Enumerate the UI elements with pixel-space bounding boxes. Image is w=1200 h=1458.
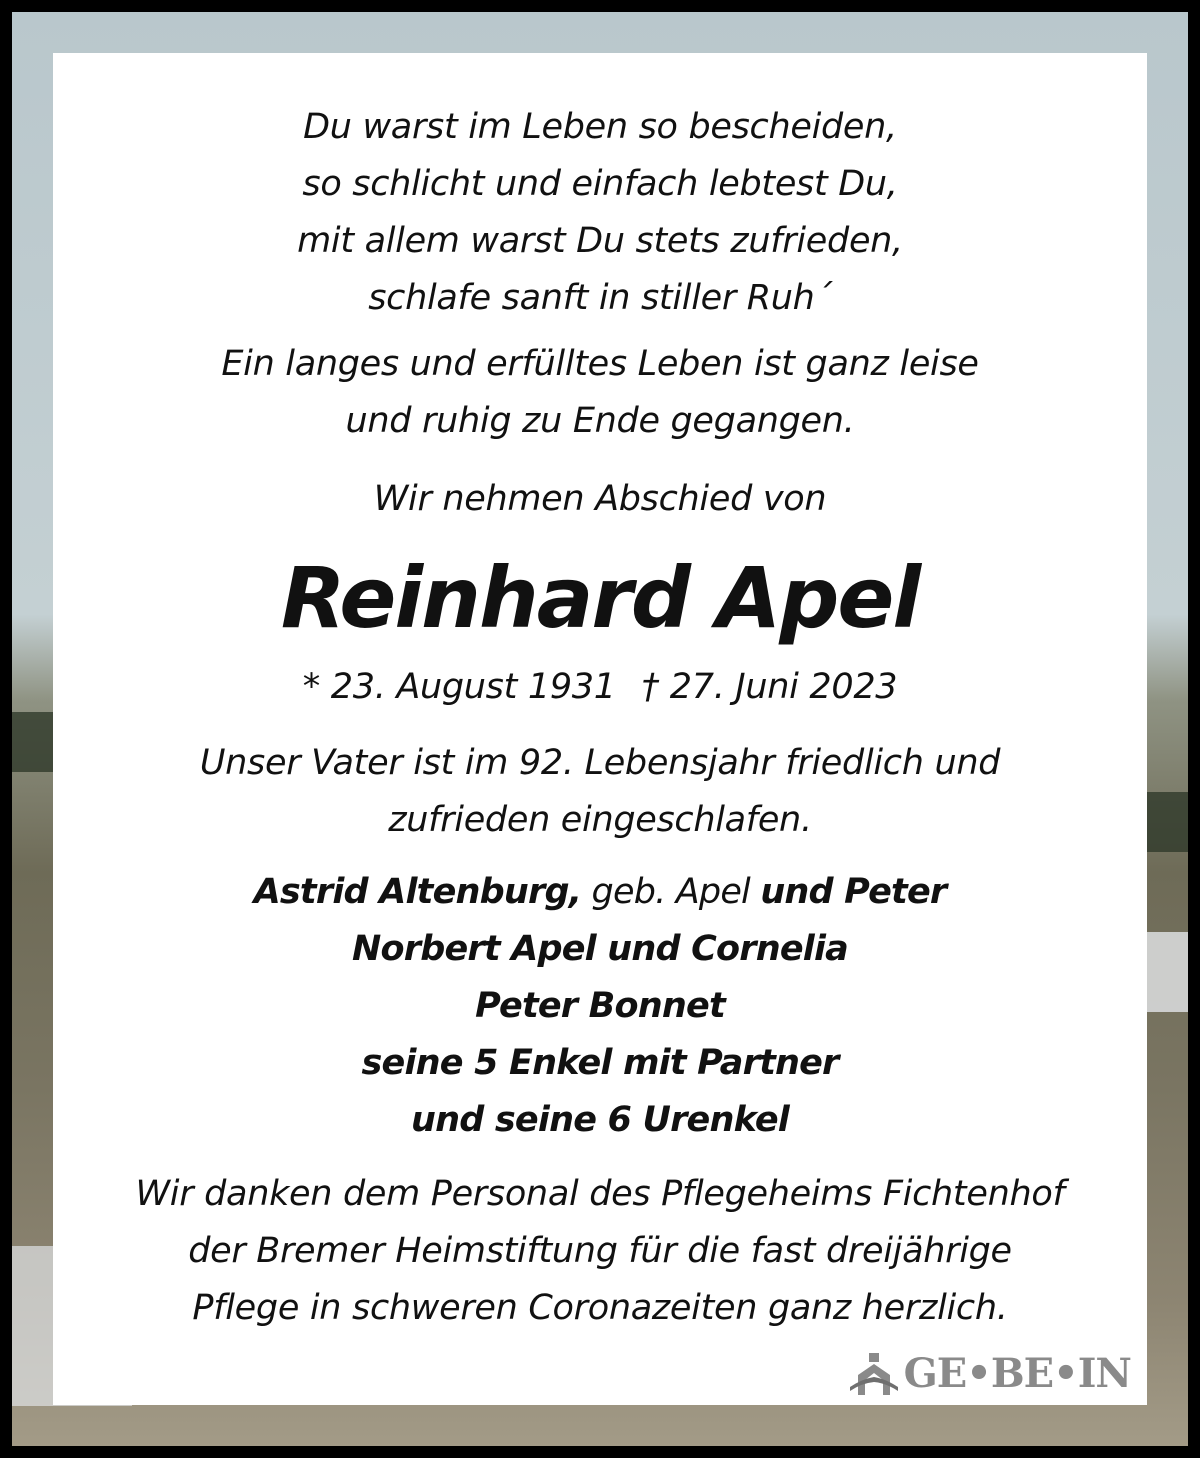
poem-line: Du warst im Leben so bescheiden, <box>303 107 897 147</box>
obituary-card <box>53 53 1147 1405</box>
family-line: und seine 6 Urenkel <box>411 1100 789 1140</box>
life-dates <box>53 659 1147 716</box>
gebein-logo <box>850 1350 1131 1397</box>
poem-line: mit allem warst Du stets zufrieden, <box>297 221 903 261</box>
farewell-text <box>53 471 1147 528</box>
birth-date: * 23. August 1931 <box>302 667 616 707</box>
thanks-text <box>53 1166 1147 1337</box>
gebein-logo-text: GE•BE•IN <box>903 1350 1131 1397</box>
family-list <box>53 864 1147 1149</box>
family-line <box>53 864 1147 921</box>
thanks-line: Wir danken dem Personal des Pflegeheims Fichtenhof <box>135 1174 1065 1214</box>
poem-line: schlafe sanft in stiller Ruh´ <box>368 278 832 318</box>
gebein-logo-icon <box>850 1353 898 1395</box>
intro-line: Ein langes und erfülltes Leben ist ganz leise <box>221 344 979 384</box>
poem-line: so schlicht und einfach lebtest Du, <box>302 164 898 204</box>
family-line: Norbert Apel und Cornelia <box>352 929 848 969</box>
intro-text <box>53 336 1147 450</box>
family-member-name: Astrid Altenburg, <box>253 872 582 912</box>
message-text <box>53 735 1147 849</box>
death-date: † 27. Juni 2023 <box>641 667 898 707</box>
intro-line: und ruhig zu Ende gegangen. <box>345 401 855 441</box>
message-line: Unser Vater ist im 92. Lebensjahr friedlich und <box>199 743 1001 783</box>
deceased-name <box>53 543 1147 653</box>
family-line: Peter Bonnet <box>475 986 725 1026</box>
family-member-partner: und Peter <box>760 872 947 912</box>
thanks-line: Pflege in schweren Coronazeiten ganz herzlich. <box>192 1288 1008 1328</box>
thanks-line: der Bremer Heimstiftung für die fast dreijährige <box>188 1231 1012 1271</box>
message-line: zufrieden eingeschlafen. <box>388 800 812 840</box>
poem <box>53 99 1147 327</box>
deceased-name-text: Reinhard Apel <box>280 549 920 647</box>
farewell-line: Wir nehmen Abschied von <box>373 479 827 519</box>
family-line: seine 5 Enkel mit Partner <box>361 1043 839 1083</box>
family-member-birthname: geb. Apel <box>591 872 750 912</box>
